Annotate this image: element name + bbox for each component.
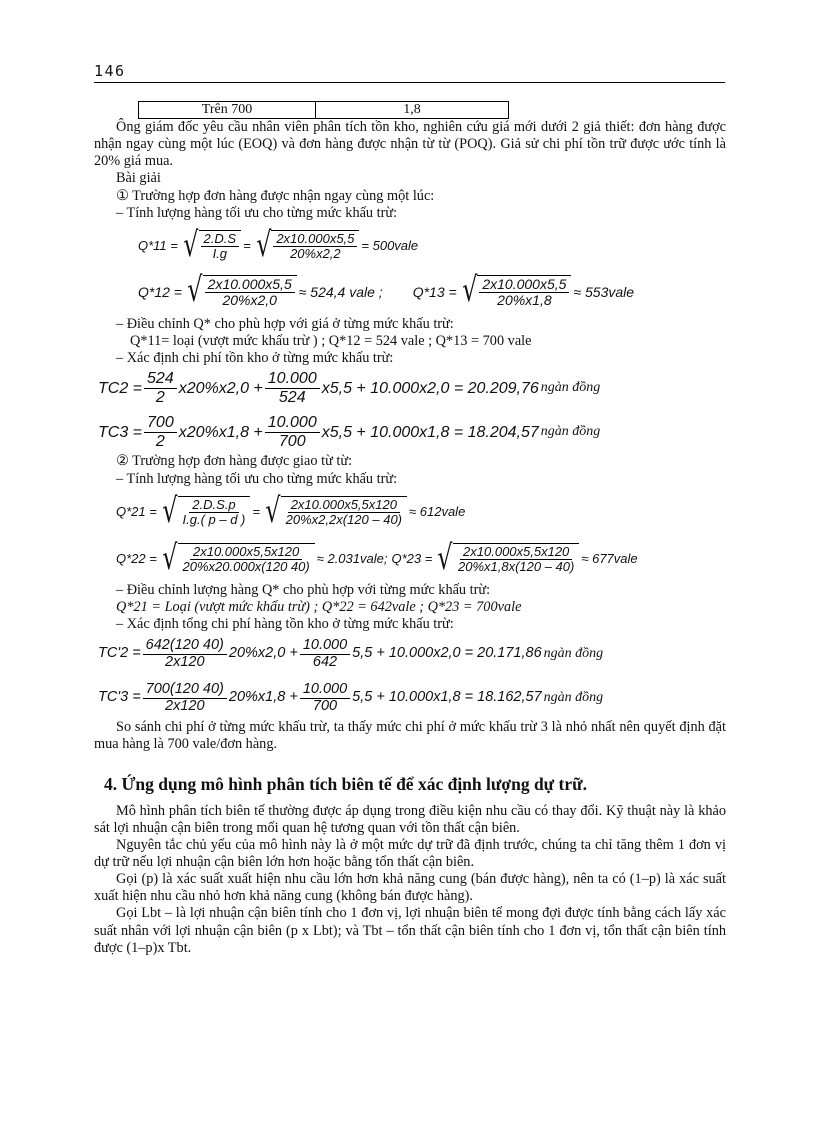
paragraph-conclusion: So sánh chi phí ở từng mức khấu trừ, ta thấy mức chi phí ở mức khấu trừ 3 là nhỏ nhất nên quyết định đặt mua hàng là 700 vale/đơn hàng. [94, 719, 726, 753]
equation-q22-q23: Q*22 = √ $\frac{2x10.000x5,5x120}{20\%x20.000x(120 40)}$ ≈ 2.031vale; Q*23 = √ $\frac{2x10.000x5,5x120}{20\%x1,8x(120 - 40)}$ ≈ 677vale [116, 537, 638, 578]
equation-tc3: TC3 = $\frac{700}{2}$ x20%x1,8 + $\frac{10.000}{700}$ x5,5 + 10.000x1,8 = 18.204,57 ngàn đồng [98, 414, 601, 450]
step-adjust-qty-2: – Điều chỉnh lượng hàng Q* cho phù hợp với từng mức khấu trừ: [116, 581, 491, 598]
equation-q11: Q*11 = √ $\frac{2.D.S}{I.g}$ = √ $\frac{2x10.000x5,5}{20\%x2,2}$ = 500vale [138, 225, 419, 266]
discount-table-row [138, 101, 509, 119]
paragraph-marginal-2: Nguyên tắc chủ yếu của mô hình này là ở một mức dự trữ đã định trước, chúng ta chỉ tăng thêm 1 đơn vị dự trữ nếu lợi nhuận cận biên lớn hơn hoặc bằng tổn thất cận biên. [94, 836, 726, 870]
equation-tc3-prime: TC'3 = $\frac{700(120 40)}{2x120}$ 20%x1,8 + $\frac{10.000}{700}$ 5,5 + 10.000x1,8 = 18.162,57 ngàn đồng [98, 680, 604, 714]
case-2-heading: ② Trường hợp đơn hàng được giao từ từ: [116, 453, 353, 470]
adjusted-qty-2: Q*21 = Loại (vượt mức khấu trừ) ; Q*22 = 642vale ; Q*23 = 700vale [116, 598, 522, 615]
step-optimal-qty-2: – Tính lượng hàng tối ưu cho từng mức khấu trừ: [116, 470, 398, 487]
solution-label: Bài giải [116, 170, 161, 187]
equation-q21: Q*21 = √ $\frac{2.D.S.p}{I.g.( p - d )}$ = √ $\frac{2x10.000x5,5x120}{20\%x2,2x(120 - 40)}$ ≈ 612vale [116, 490, 466, 531]
paragraph-marginal-1: Mô hình phân tích biên tế thường được áp dụng trong điều kiện nhu cầu có thay đổi. Kỹ thuật này là khảo sát lợi nhuận cận biên trong mối quan hệ tương quan với tồn thất cận biên. [94, 802, 726, 836]
step-optimal-qty: – Tính lượng hàng tối ưu cho từng mức khấu trừ: [116, 204, 398, 221]
step-cost: – Xác định chi phí tồn kho ở từng mức khấu trừ: [116, 350, 394, 367]
case-1-heading: ① Trường hợp đơn hàng được nhận ngay cùng một lúc: [116, 187, 435, 204]
paragraph-marginal-3: Gọi (p) là xác suất xuất hiện nhu cầu lớn hơn khả năng cung (bán được hàng), nên ta có (1–p) là xác suất xuất hiện nhu cầu nhỏ hơn khả năng cung (không bán được hàng). [94, 871, 726, 905]
page-content [94, 101, 726, 957]
header-rule [94, 82, 725, 83]
equation-tc2: TC2 = $\frac{524}{2}$ x20%x2,0 + $\frac{10.000}{524}$ x5,5 + 10.000x2,0 = 20.209,76 ngàn đồng [98, 370, 601, 406]
section-heading-4: 4. Ứng dụng mô hình phân tích biên tế để xác định lượng dự trữ. [104, 773, 588, 794]
page-number: 146 [94, 62, 126, 80]
equation-tc2-prime: TC'2 = $\frac{642(120 40)}{2x120}$ 20%x2,0 + $\frac{10.000}{642}$ 5,5 + 10.000x2,0 = 20.171,86 ngàn đồng [98, 636, 604, 670]
paragraph-intro: Ông giám đốc yêu cầu nhân viên phân tích tồn kho, nghiên cứu giá mới dưới 2 giả thiết: đơn hàng được nhận ngay cùng một lúc (EOQ) và đơn hàng được nhận từ từ (POQ). Giả sử chi phí tồn trữ được ước tính là 20% giá mua. [94, 119, 726, 170]
paragraph-marginal-4: Gọi Lbt – là lợi nhuận cận biên tính cho 1 đơn vị, lợi nhuận biên tế mong đợi được tính bằng cách lấy xác suất nhân với lợi nhuận cận biên (p x Lbt); và Tbt – tổn thất cận biên tính cho 1 đơn vị, tổn thất cận biên tính được (1–p)x Tbt. [94, 905, 726, 956]
equation-q12-q13: Q*12 = √ $\frac{2x10.000x5,5}{20\%x2,0}$ ≈ 524,4 vale ; Q*13 = √ $\frac{2x10.000x5,5}{20\%x1,8}$ ≈ 553vale [138, 270, 635, 311]
step-total-cost: – Xác định tổng chi phí hàng tồn kho ở từng mức khấu trừ: [116, 616, 454, 633]
adjusted-qty-1: Q*11= loại (vượt mức khấu trừ ) ; Q*12 = 524 vale ; Q*13 = 700 vale [130, 333, 532, 350]
step-adjust-qty: – Điều chỉnh Q* cho phù hợp với giá ở từng mức khấu trừ: [116, 315, 454, 332]
table-cell-price: 1,8 [316, 102, 509, 119]
table-cell-range: Trên 700 [139, 102, 316, 119]
